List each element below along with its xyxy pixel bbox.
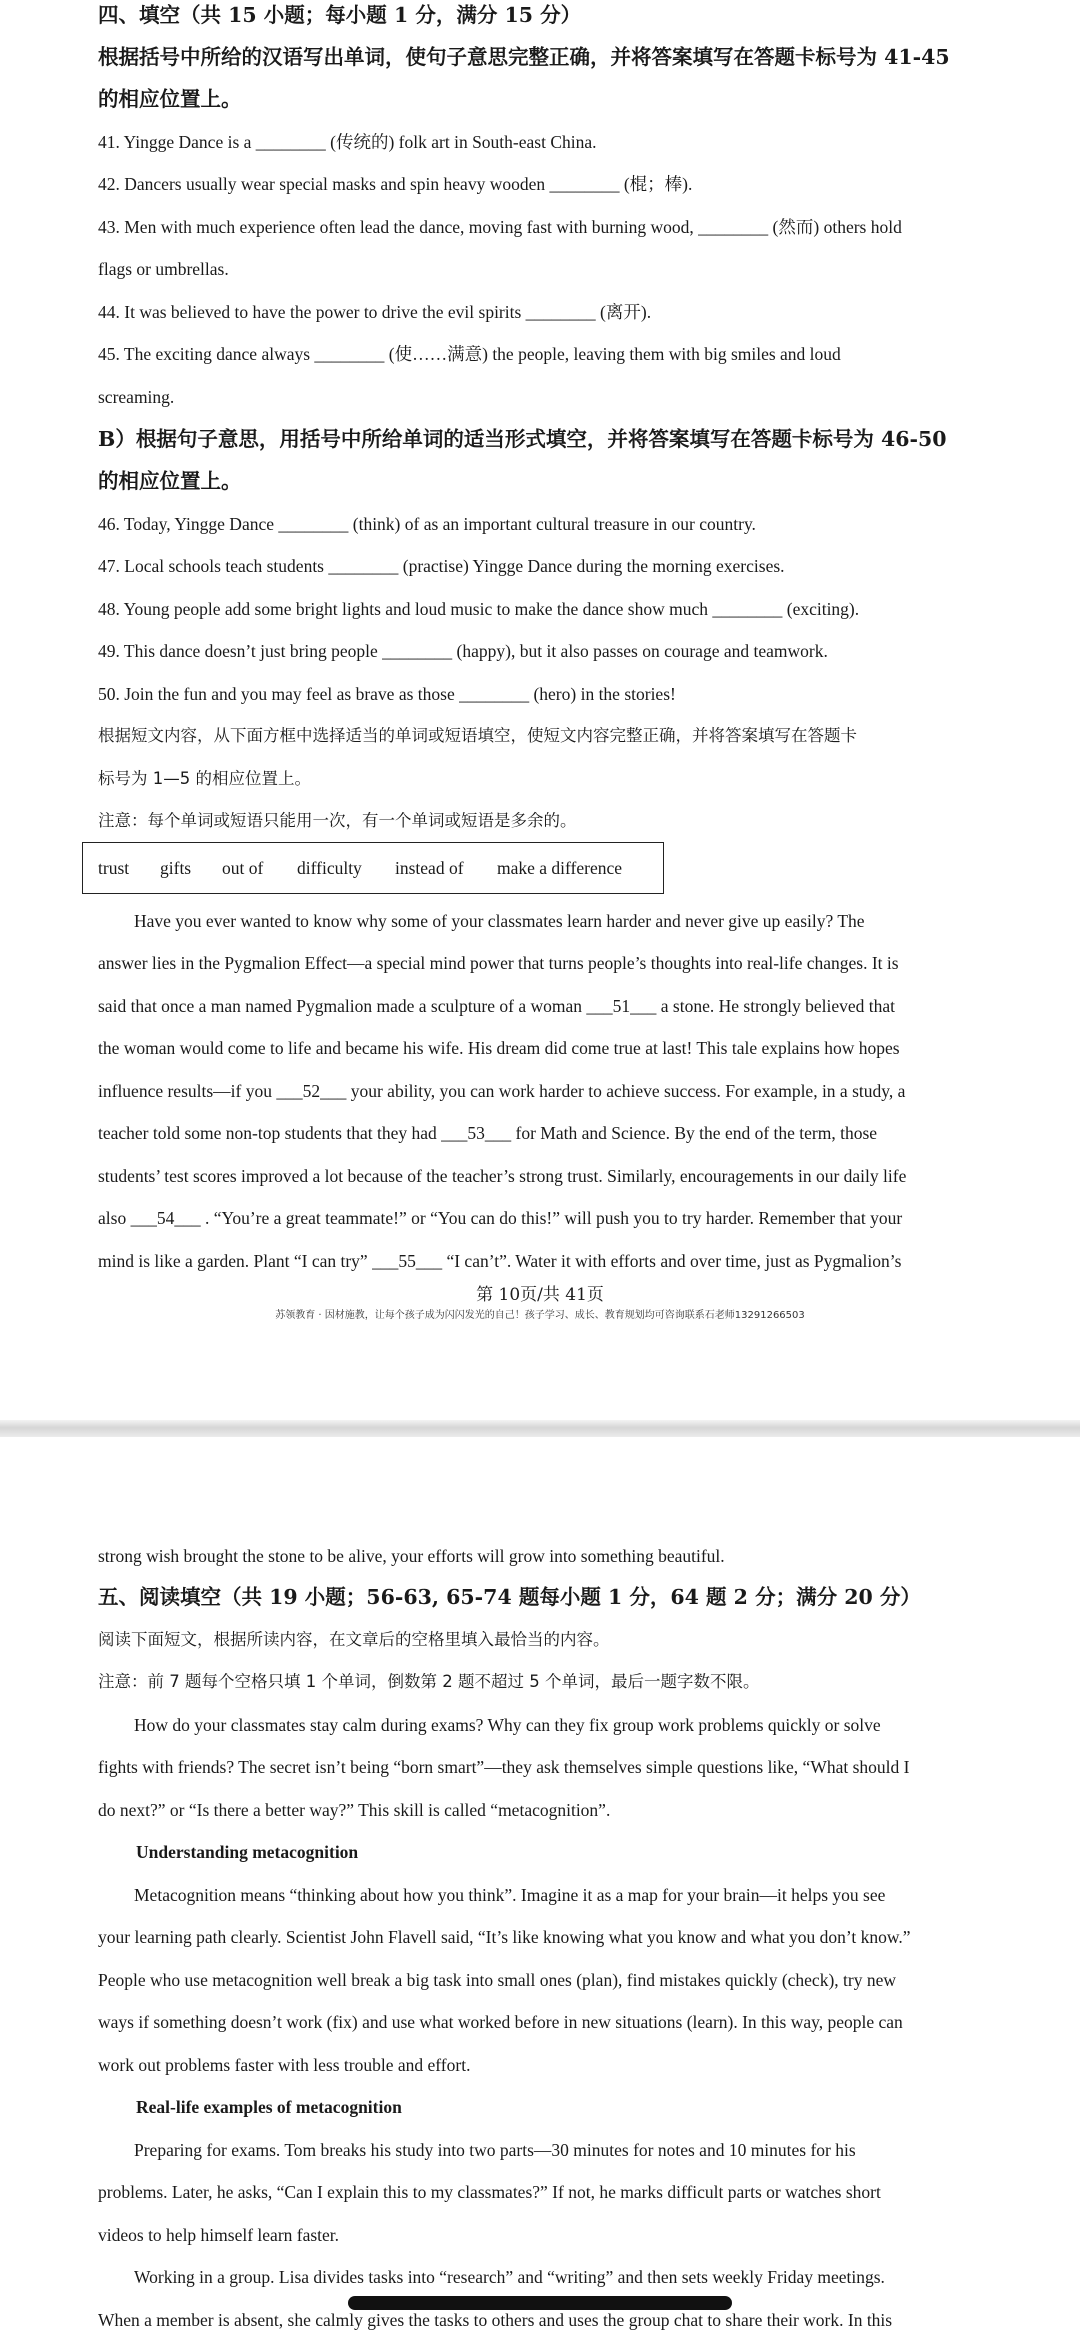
question-45-line1: 45. The exciting dance always ________ (使……满意) the people, leaving them with big smiles and loud bbox=[98, 344, 841, 364]
partB-instruction-line2: 的相应位置上。 bbox=[98, 469, 242, 493]
reading-paragraph-line: work out problems faster with less trouble and effort. bbox=[98, 2055, 471, 2075]
subheading-understanding: Understanding metacognition bbox=[136, 1842, 359, 1862]
passage-line: influence results—if you ___52___ your ability, you can work harder to achieve success. For example, in a study, a bbox=[98, 1081, 906, 1101]
page-number: 第 10页/共 41页 bbox=[476, 1285, 604, 1305]
reading-paragraph-line: Working in a group. Lisa divides tasks into “research” and “writing” and then sets weekly Friday meetings. bbox=[134, 2267, 885, 2287]
section5-instruction: 阅读下面短文，根据所读内容，在文章后的空格里填入最恰当的内容。 bbox=[98, 1630, 610, 1649]
word-bank-item: difficulty bbox=[297, 858, 362, 878]
reading-paragraph-line: People who use metacognition well break a big task into small ones (plan), find mistakes quickly (check), try new bbox=[98, 1970, 896, 1990]
passage-continuation: strong wish brought the stone to be alive, your efforts will grow into something beautiful. bbox=[98, 1546, 725, 1566]
question-49: 49. This dance doesn’t just bring people ________ (happy), but it also passes on courage and teamwork. bbox=[98, 641, 828, 661]
passage-line: also ___54___ . “You’re a great teammate!” or “You can do this!” will push you to try harder. Remember that your bbox=[98, 1208, 903, 1228]
exam-page-11 bbox=[0, 1437, 1080, 2337]
passage-line: mind is like a garden. Plant “I can try” ___55___ “I can’t”. Water it with efforts and over time, just as Pygmalion’s bbox=[98, 1251, 902, 1271]
section4-instruction-line2: 的相应位置上。 bbox=[98, 87, 242, 111]
question-44: 44. It was believed to have the power to drive the evil spirits ________ (离开). bbox=[98, 302, 652, 322]
passage-line: said that once a man named Pygmalion made a sculpture of a woman ___51___ a stone. He strongly believed that bbox=[98, 996, 896, 1016]
page-separator bbox=[0, 1420, 1080, 1437]
passage-line: Have you ever wanted to know why some of your classmates learn harder and never give up easily? The bbox=[134, 911, 865, 931]
reading-paragraph-line: fights with friends? The secret isn’t being “born smart”—they ask themselves simple questions like, “What should I bbox=[98, 1757, 910, 1777]
page-footer-note: 苏领教育 · 因材施教，让每个孩子成为闪闪发光的自己！孩子学习、成长、教育规划均可咨询联系石老师13291266503 bbox=[275, 1310, 805, 1321]
question-45-line2: screaming. bbox=[98, 387, 175, 407]
question-46: 46. Today, Yingge Dance ________ (think) of as an important cultural treasure in our country. bbox=[98, 514, 756, 534]
subheading-examples: Real-life examples of metacognition bbox=[136, 2097, 402, 2117]
section4-title: 四、填空（共 15 小题；每小题 1 分，满分 15 分） bbox=[98, 3, 582, 27]
cloze-note: 注意：每个单词或短语只能用一次，有一个单词或短语是多余的。 bbox=[98, 811, 577, 830]
question-43-line2: flags or umbrellas. bbox=[98, 259, 229, 279]
reading-paragraph-line: When a member is absent, she calmly gives the tasks to others and uses the group chat to share their work. In this bbox=[98, 2310, 893, 2330]
word-bank-box bbox=[82, 842, 664, 894]
home-indicator-bar[interactable] bbox=[348, 2296, 732, 2310]
word-bank-item: instead of bbox=[395, 858, 464, 878]
reading-paragraph-line: Preparing for exams. Tom breaks his study into two parts—30 minutes for notes and 10 minutes for his bbox=[134, 2140, 856, 2160]
reading-paragraph-line: videos to help himself learn faster. bbox=[98, 2225, 340, 2245]
section5-note: 注意：前 7 题每个空格只填 1 个单词，倒数第 2 题不超过 5 个单词，最后一题字数不限。 bbox=[98, 1672, 760, 1691]
question-48: 48. Young people add some bright lights and loud music to make the dance show much ________ (exciting). bbox=[98, 599, 860, 619]
reading-paragraph-line: How do your classmates stay calm during exams? Why can they fix group work problems quickly or solve bbox=[134, 1715, 881, 1735]
reading-paragraph-line: ways if something doesn’t work (fix) and use what worked before in new situations (learn). In this way, people can bbox=[98, 2012, 903, 2032]
reading-paragraph-line: Metacognition means “thinking about how you think”. Imagine it as a map for your brain—it helps you see bbox=[134, 1885, 886, 1905]
reading-paragraph-line: your learning path clearly. Scientist John Flavell said, “It’s like knowing what you know and what you don’t know.” bbox=[98, 1927, 911, 1947]
question-43-line1: 43. Men with much experience often lead the dance, moving fast with burning wood, ________ (然而) others hold bbox=[98, 217, 902, 237]
passage-line: students’ test scores improved a lot because of the teacher’s strong trust. Similarly, encouragements in our daily life bbox=[98, 1166, 907, 1186]
reading-paragraph-line: do next?” or “Is there a better way?” This skill is called “metacognition”. bbox=[98, 1800, 611, 1820]
word-bank-item: out of bbox=[222, 858, 264, 878]
passage-line: the woman would come to life and became his wife. His dream did come true at last! This tale explains how hopes bbox=[98, 1038, 900, 1058]
question-47: 47. Local schools teach students ________ (practise) Yingge Dance during the morning exercises. bbox=[98, 556, 785, 576]
word-bank-item: make a difference bbox=[497, 858, 623, 878]
cloze-instruction-line1: 根据短文内容，从下面方框中选择适当的单词或短语填空，使短文内容完整正确，并将答案填写在答题卡 bbox=[98, 726, 857, 745]
question-42: 42. Dancers usually wear special masks and spin heavy wooden ________ (棍；棒). bbox=[98, 174, 693, 194]
section4-instruction-line1: 根据括号中所给的汉语写出单词，使句子意思完整正确，并将答案填写在答题卡标号为 41-45 bbox=[98, 45, 950, 69]
question-50: 50. Join the fun and you may feel as brave as those ________ (hero) in the stories! bbox=[98, 684, 676, 704]
cloze-instruction-line2: 标号为 1—5 的相应位置上。 bbox=[98, 769, 311, 788]
word-bank-item: gifts bbox=[160, 858, 192, 878]
question-41: 41. Yingge Dance is a ________ (传统的) folk art in South-east China. bbox=[98, 132, 597, 152]
passage-line: teacher told some non-top students that they had ___53___ for Math and Science. By the end of the term, those bbox=[98, 1123, 878, 1143]
word-bank-item: trust bbox=[98, 858, 130, 878]
reading-paragraph-line: problems. Later, he asks, “Can I explain this to my classmates?” If not, he marks difficult parts or watches short bbox=[98, 2182, 881, 2202]
section5-title: 五、阅读填空（共 19 小题；56-63, 65-74 题每小题 1 分，64 题 2 分；满分 20 分） bbox=[98, 1585, 921, 1609]
passage-line: answer lies in the Pygmalion Effect—a special mind power that turns people’s thoughts into real-life changes. It is bbox=[98, 953, 899, 973]
partB-instruction-line1: B）根据句子意思，用括号中所给单词的适当形式填空，并将答案填写在答题卡标号为 46-50 bbox=[98, 427, 947, 451]
